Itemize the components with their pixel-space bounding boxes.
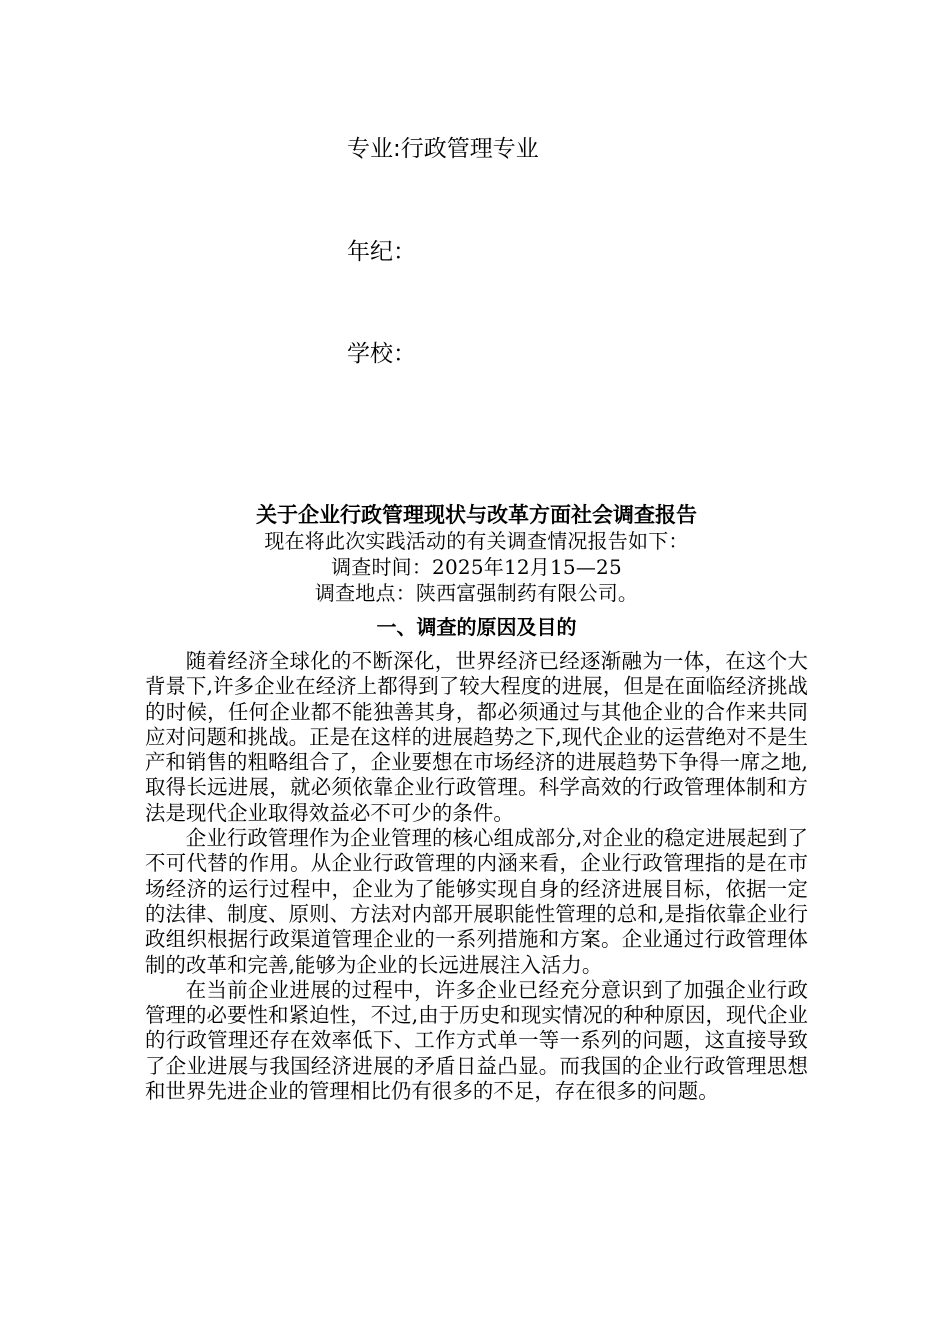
paragraph: 企业行政管理作为企业管理的核心组成部分,对企业的稳定进展起到了不可代替的作用。从企业行政管理的内涵来看，企业行政管理指的是在市场经济的运行过程中，企业为了能够实现自身的经济进展目标，依据一定的法律、制度、原则、方法对内部开展职能性管理的总和,是指依靠企业行政组织根据行政渠道管理企业的一系列措施和方案。企业通过行政管理体制的改革和完善,能够为企业的长远进展注入活力。: [145, 826, 808, 977]
cover-school-line: 学校：: [347, 341, 416, 367]
section-heading: 一、调查的原因及目的: [376, 615, 577, 639]
paragraph: 在当前企业进展的过程中，许多企业已经充分意识到了加强企业行政管理的必要性和紧迫性，不过,由于历史和现实情况的种种原因，现代企业的行政管理还存在效率低下、工作方式单一等一系列的问题，这直接导致了企业进展与我国经济进展的矛盾日益凸显。而我国的企业行政管理思想和世界先进企业的管理相比仍有很多的不足，存在很多的问题。: [145, 977, 808, 1104]
cover-grade-line: 年纪：: [347, 239, 416, 265]
report-title: 关于企业行政管理现状与改革方面社会调查报告: [256, 503, 697, 527]
paragraph: 随着经济全球化的不断深化，世界经济已经逐渐融为一体，在这个大背景下,许多企业在经济上都得到了较大程度的进展，但是在面临经济挑战的时候，任何企业都不能独善其身，都必须通过与其他企业的合作来共同应对问题和挑战。正是在这样的进展趋势之下,现代企业的运营绝对不是生产和销售的粗略组合了，企业要想在市场经济的进展趋势下争得一席之地,取得长远进展，就必须依靠企业行政管理。科学高效的行政管理体制和方法是现代企业取得效益必不可少的条件。: [145, 649, 808, 825]
cover-major-line: 专业:行政管理专业: [347, 136, 539, 162]
survey-time: 调查时间：2025年12月15—25: [331, 555, 622, 579]
survey-location: 调查地点：陕西富强制药有限公司。: [314, 581, 639, 605]
report-body: [145, 502, 808, 1104]
report-intro: 现在将此次实践活动的有关调查情况报告如下：: [264, 529, 689, 553]
